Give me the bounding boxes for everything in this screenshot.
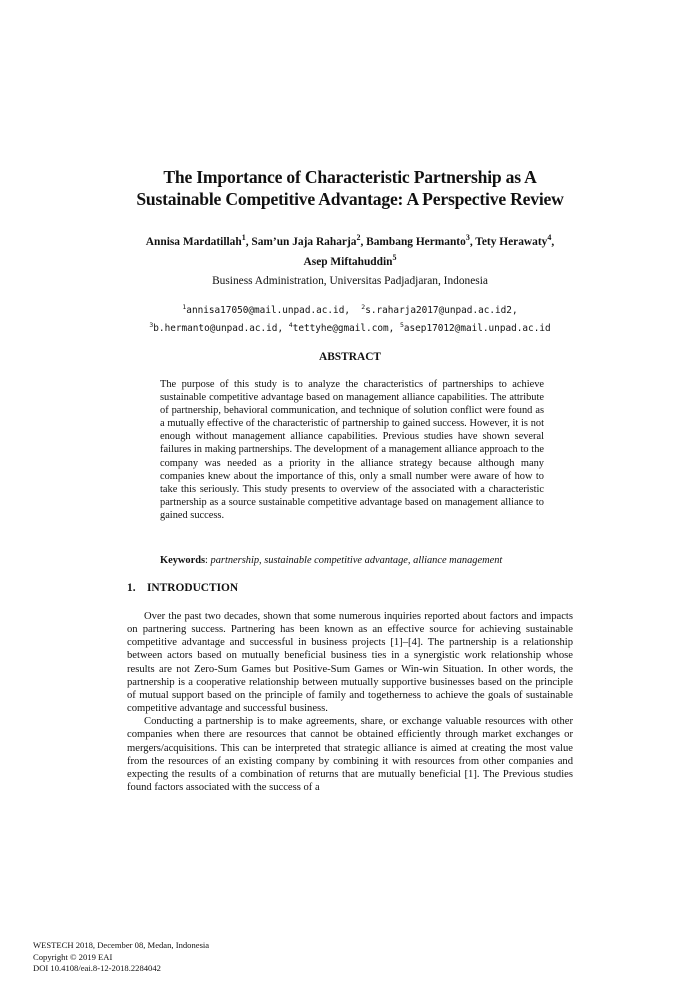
author-4-comma: , — [551, 235, 555, 248]
footer-conference: WESTECH 2018, December 08, Medan, Indonesia — [33, 940, 210, 950]
author-list — [60, 230, 640, 270]
title-line-2: Sustainable Competitive Advantage: A Perspective Review — [136, 189, 564, 209]
author-1: Annisa Mardatillah — [145, 235, 242, 248]
footer-copyright: Copyright © 2019 EAI — [33, 951, 113, 962]
email-2[interactable]: s.raharja2017@unpad.ac.id2, — [365, 305, 518, 317]
author-5: Asep Miftahuddin — [303, 255, 393, 268]
footer-doi: DOI 10.4108/eai.8-12-2018.2284042 — [33, 963, 161, 974]
author-3-affil: 3 — [465, 233, 470, 242]
email-list — [60, 300, 640, 336]
affiliation: Business Administration, Universitas Padjadjaran, Indonesia — [212, 275, 488, 287]
author-line-2 — [60, 250, 640, 270]
email-4-marker: 4 — [288, 321, 293, 330]
author-2-affil: 2 — [356, 233, 361, 242]
email-3-marker: 3 — [149, 321, 154, 330]
email-2-marker: 2 — [361, 303, 366, 311]
keywords-separator: : — [205, 555, 211, 566]
intro-paragraph-1: Over the past two decades, shown that some numerous inquiries reported about factors and impacts on partnering success. Partnering has been known as an effective source for achieving sustainable competitive advantage and successful in business projects [1]–[4]. The partnership is a relationship between actors based on mutually beneficial business ties in a synergistic work relationship whose results are not Zero-Sum Games but Positive-Sum Games or Win-win Situation. In other words, the partnership is a cooperative relationship between mutually supportive businesses based on the principle of mutual support based on the principle of family and togetherness to achieve the goals of sustainable competitive advantage and successful business. — [127, 611, 573, 715]
keywords-text: partnership, sustainable competitive advantage, alliance management — [210, 555, 503, 566]
keywords — [160, 555, 560, 566]
email-line-2 — [60, 318, 640, 336]
author-line-1 — [60, 230, 640, 250]
email-1[interactable]: annisa17050@mail.unpad.ac.id, — [186, 305, 350, 317]
abstract-body: The purpose of this study is to analyze the characteristics of partnerships to achieve sustainable competitive advantage based on management alliance capabilities. The attribute of partnership, behavioral communication, and technique of solution conflict were found as a mutually effective of the characteristic of partnership to gained success. However, it is not enough without management alliance capabilities. Previous studies have shown several failures in making partnerships. The development of a management alliance approach to the company was needed as a priority in the alliance strategy because although many companies knew about the importance of this, only a small number were aware of how to take this seriously. This study presents to overview of the associated with a characteristic partnership as a source sustainable competitive advantage based on management alliance to gained success. — [160, 379, 544, 521]
introduction-body — [127, 610, 573, 794]
author-4: , Tety Herawaty — [469, 235, 548, 248]
author-2: , Sam’un Jaja Raharja — [245, 235, 357, 248]
author-4-affil: 4 — [547, 233, 552, 242]
email-line-1 — [60, 300, 640, 318]
email-5-marker: 5 — [399, 321, 404, 330]
page-footer — [33, 940, 209, 975]
author-3: , Bambang Hermanto — [360, 235, 466, 248]
paper-title — [80, 166, 620, 210]
title-line-1: The Importance of Characteristic Partnership as A — [163, 167, 537, 187]
intro-paragraph-2: Conducting a partnership is to make agreements, share, or exchange valuable resources with other companies when there are resources that cannot be obtained efficiently through market exchanges or mergers/acquisitions. This can be interpreted that strategic alliance is aimed at creating the most value from the resources of an existing company by combining it with resources from other companies and expecting the results of a combination of returns that are mutually beneficial [1]. The Previous studies found factors associated with the success of a — [127, 716, 573, 794]
section-heading-introduction — [127, 582, 238, 594]
email-5[interactable]: asep17012@mail.unpad.ac.id — [403, 323, 551, 335]
abstract-heading: ABSTRACT — [318, 351, 382, 363]
keywords-label: Keywords — [160, 555, 206, 566]
section-number: 1. — [127, 582, 136, 594]
section-title: INTRODUCTION — [147, 582, 239, 594]
email-1-marker: 1 — [182, 303, 187, 311]
author-1-affil: 1 — [241, 233, 246, 242]
author-5-affil: 5 — [392, 252, 397, 262]
email-3[interactable]: b.hermanto@unpad.ac.id, — [153, 323, 284, 335]
email-4[interactable]: tettyhe@gmail.com, — [292, 323, 395, 335]
